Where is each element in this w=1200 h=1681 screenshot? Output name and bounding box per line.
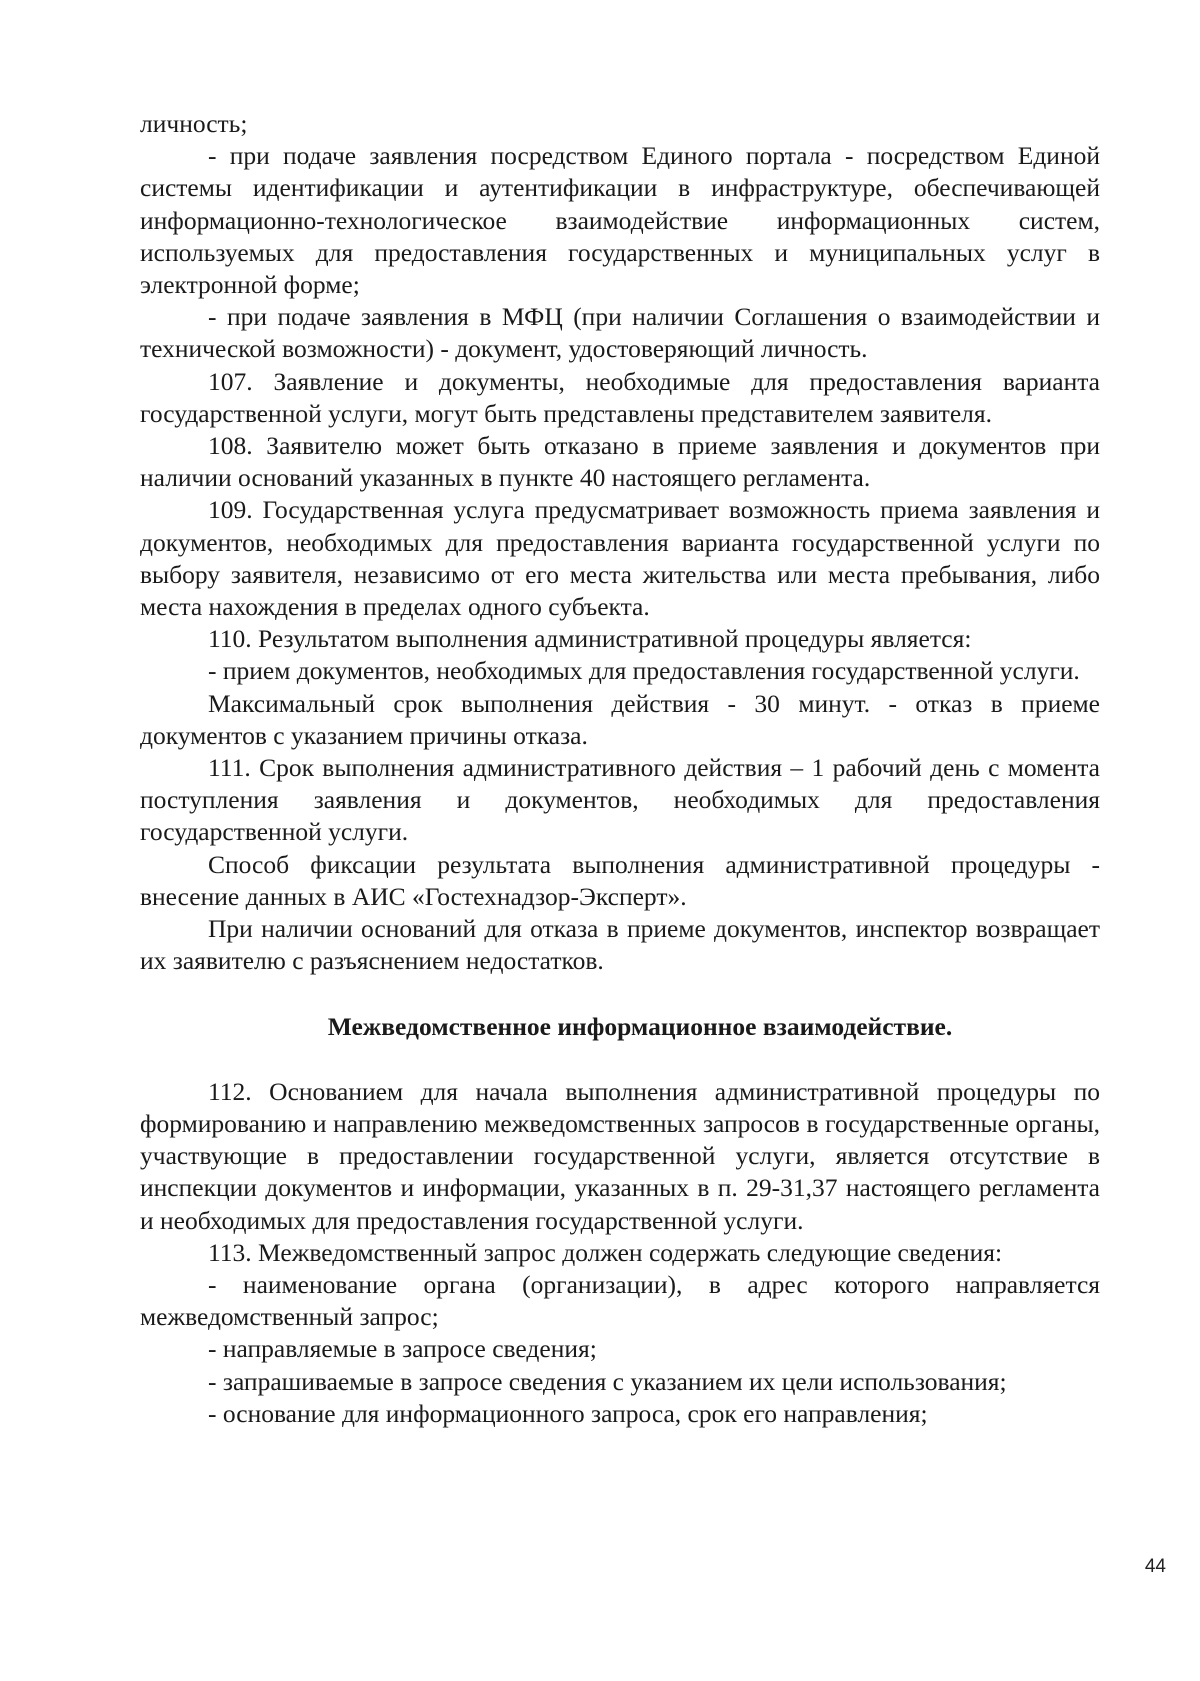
paragraph: 109. Государственная услуга предусматривает возможность приема заявления и документов, необходимых для предоставления варианта государственной услуги по выбору заявителя, независимо от его места жительства или места пребывания, либо места нахождения в пределах одного субъекта. <box>140 495 1100 622</box>
paragraph: 112. Основанием для начала выполнения административной процедуры по формированию и направлению межведомственных запросов в государственные органы, участвующие в предоставлении государственной услуги, является отсутствие в инспекции документов и информации, указанных в п. 29-31,37 настоящего регламента и необходимых для предоставления государственной услуги. <box>140 1076 1100 1235</box>
paragraph: - запрашиваемые в запросе сведения с указанием их цели использования; <box>208 1366 1007 1396</box>
paragraph: - прием документов, необходимых для предоставления государственной услуги. <box>208 656 1080 686</box>
paragraph: 110. Результатом выполнения административной процедуры является: <box>208 624 972 654</box>
paragraph: - наименование органа (организации), в адрес которого направляется межведомственный запрос; <box>140 1269 1100 1332</box>
paragraph: - основание для информационного запроса, срок его направления; <box>208 1398 928 1428</box>
paragraph: - при подаче заявления посредством Единого портала - посредством Единой системы идентификации и аутентификации в инфраструктуре, обеспечивающей информационно-технологическое взаимодействие информационных систем, используемых для предоставления государственных и муниципальных услуг в электронной форме; <box>140 141 1100 300</box>
section-heading: Межведомственное информационное взаимодействие. <box>327 1012 953 1042</box>
page-number: 44 <box>1144 1556 1166 1577</box>
document-page <box>140 108 1100 1430</box>
paragraph: личность; <box>140 109 248 138</box>
paragraph: При наличии оснований для отказа в приеме документов, инспектор возвращает их заявителю с разъяснением недостатков. <box>140 914 1100 976</box>
paragraph: - при подаче заявления в МФЦ (при наличии Соглашения о взаимодействии и технической возможности) - документ, удостоверяющий личность. <box>140 302 1100 364</box>
paragraph: 113. Межведомственный запрос должен содержать следующие сведения: <box>208 1237 1003 1267</box>
paragraph: Максимальный срок выполнения действия - 30 минут. - отказ в приеме документов с указанием причины отказа. <box>140 688 1100 750</box>
paragraph: 108. Заявителю может быть отказано в приеме заявления и документов при наличии оснований указанных в пункте 40 настоящего регламента. <box>140 431 1100 493</box>
paragraph: Способ фиксации результата выполнения административной процедуры - внесение данных в АИС «Гостехнадзор-Эксперт». <box>140 849 1100 911</box>
paragraph: 107. Заявление и документы, необходимые для предоставления варианта государственной услуги, могут быть представлены представителем заявителя. <box>140 366 1100 428</box>
paragraph: - направляемые в запросе сведения; <box>208 1334 597 1364</box>
paragraph: 111. Срок выполнения административного действия – 1 рабочий день с момента поступления заявления и документов, необходимых для предоставления государственной услуги. <box>140 753 1100 847</box>
